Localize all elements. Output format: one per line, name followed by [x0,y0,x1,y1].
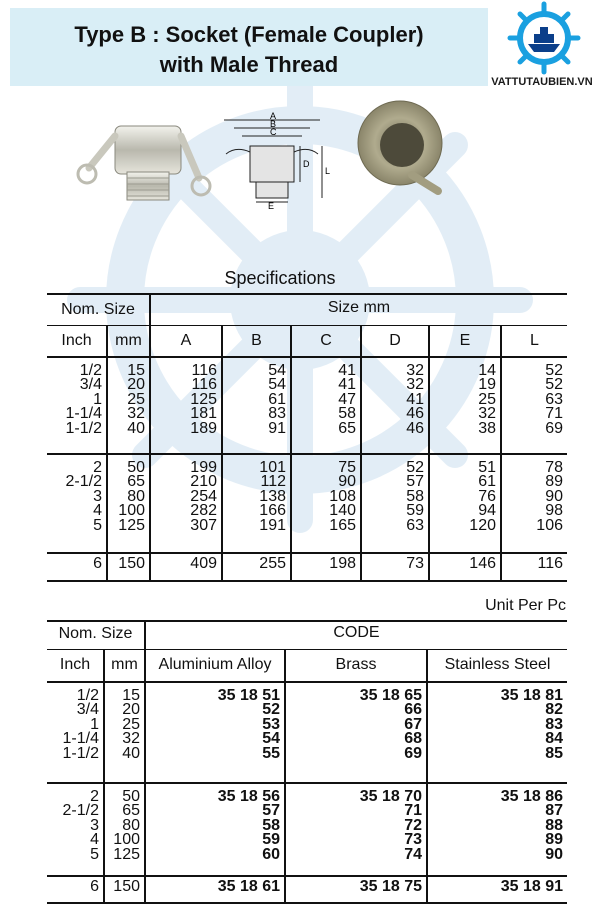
specs-value: 2 [93,459,102,476]
codes-value: 85 [545,744,563,762]
specs-value: 138 [259,487,286,505]
spec-header-a: A [150,325,222,356]
specs-cell-mm [107,552,150,580]
specs-cell-inch [47,356,107,453]
specs-value: 32 [127,405,145,423]
codes-cell-brass [285,875,427,902]
specs-value: 3 [93,487,102,505]
specs-value: 108 [329,487,356,505]
specs-value: 140 [329,502,356,520]
dimension-diagram [216,112,336,210]
specs-value: 14 [478,362,496,379]
specs-value: 75 [338,459,356,476]
specs-cell-mm [107,356,150,453]
codes-value: 82 [545,701,563,719]
specs-value: 1 [93,390,102,408]
specs-value: 120 [469,516,496,534]
specs-value: 54 [268,376,286,394]
codes-value: 88 [545,816,563,834]
specs-value: 1-1/4 [65,405,102,423]
specs-value: 166 [259,502,286,520]
spec-header-b: B [222,325,291,356]
codes-value: 3 [90,816,99,834]
codes-value: 89 [545,831,563,849]
codes-value: 74 [404,845,422,863]
specs-value: 46 [406,419,424,437]
codes-value: 1-1/4 [62,730,99,748]
specs-cell-inch [47,552,107,580]
specs-value: 47 [338,390,356,408]
codes-group-row [47,875,567,902]
specs-value: 19 [478,376,496,394]
specs-value: 4 [93,502,102,520]
specs-value: 25 [127,390,145,408]
specs-cell-inch [47,453,107,552]
code-header-aluminium: Aluminium Alloy [145,649,285,681]
specs-value: 69 [545,419,563,437]
codes-value: 1 [90,715,99,733]
dim-label-c: C [270,127,277,137]
specs-value: 73 [406,555,424,572]
unit-caption: Unit Per Pc [485,597,566,614]
specs-value: 191 [259,516,286,534]
codes-value: 57 [262,802,280,820]
coupler-photo-left [75,112,215,207]
specs-cell-b [222,552,291,580]
specs-cell-c [291,453,361,552]
codes-value: 15 [122,687,140,704]
specs-cell-d [361,552,429,580]
specs-value: 254 [190,487,217,505]
specs-value: 41 [338,376,356,394]
dim-label-d: D [303,159,310,169]
specs-value: 90 [545,487,563,505]
specs-value: 63 [545,390,563,408]
codes-cell-aluminium [145,782,285,875]
specs-value: 59 [406,502,424,520]
codes-value: 35 18 70 [359,788,422,805]
specs-value: 106 [536,516,563,534]
specs-cell-a [150,552,222,580]
specs-value: 90 [338,473,356,491]
specs-value: 32 [478,405,496,423]
spec-header-nom-size: Nom. Size [61,301,135,318]
codes-value: 25 [122,715,140,733]
spec-header-l: L [501,325,567,356]
specs-value: 46 [406,405,424,423]
specs-value: 57 [406,473,424,491]
dim-label-e: E [268,201,275,210]
code-header-mm: mm [104,649,145,681]
codes-value: 35 18 91 [500,878,563,895]
codes-value: 90 [545,845,563,863]
codes-cell-mm [104,875,145,902]
codes-cell-brass [285,782,427,875]
specs-value: 307 [190,516,217,534]
codes-cell-mm [104,782,145,875]
specs-cell-b [222,453,291,552]
specs-cell-a [150,356,222,453]
code-header-brass: Brass [285,649,427,681]
specs-value: 125 [118,516,145,534]
specs-value: 6 [93,555,102,572]
codes-value: 35 18 56 [217,788,280,805]
specs-cell-a [150,453,222,552]
codes-value: 80 [122,816,140,834]
codes-value: 125 [113,845,140,863]
specs-value: 32 [406,362,424,379]
codes-value: 2-1/2 [62,802,99,820]
spec-header-e: E [429,325,501,356]
specs-value: 78 [545,459,563,476]
codes-value: 52 [262,701,280,719]
specs-value: 15 [127,362,145,379]
specs-value: 409 [190,555,217,572]
code-header-code: CODE [145,622,567,649]
codes-cell-stainless [427,782,567,875]
specs-group-row [47,356,567,453]
specs-value: 282 [190,502,217,520]
specs-value: 100 [118,502,145,520]
specs-value: 3/4 [79,376,102,394]
specifications-table [47,295,567,580]
spec-header-inch: Inch [61,332,92,349]
specs-value: 58 [406,487,424,505]
codes-value: 71 [404,802,422,820]
specs-value: 198 [329,555,356,572]
specs-value: 71 [545,405,563,423]
codes-value: 35 18 81 [500,687,563,704]
codes-cell-brass [285,681,427,782]
specs-cell-l [501,356,567,453]
spec-header-mm: mm [107,325,150,356]
codes-value: 73 [404,831,422,849]
specs-value: 112 [260,473,286,491]
codes-value: 50 [122,788,140,805]
specs-value: 116 [537,555,563,572]
specs-value: 65 [338,419,356,437]
specs-value: 199 [190,459,217,476]
specs-value: 61 [478,473,496,491]
specs-value: 116 [191,376,217,394]
specs-value: 40 [127,419,145,437]
specs-cell-b [222,356,291,453]
specs-value: 54 [268,362,286,379]
coupler-photo-right [352,97,452,197]
specs-value: 41 [406,390,424,408]
specs-value: 1-1/2 [65,419,102,437]
specs-cell-mm [107,453,150,552]
code-header-nom-size: Nom. Size [58,625,133,642]
codes-value: 32 [122,730,140,748]
specs-value: 101 [259,459,286,476]
specs-value: 146 [469,555,496,572]
codes-value: 55 [262,744,280,762]
codes-value: 54 [262,730,280,748]
dim-label-l: L [325,166,331,176]
specs-value: 65 [127,473,145,491]
codes-group-row [47,681,567,782]
codes-value: 150 [113,878,140,895]
spec-header-size-mm: Size mm [150,295,567,325]
codes-value: 68 [404,730,422,748]
codes-cell-inch [47,875,104,902]
codes-value: 35 18 75 [359,878,422,895]
dim-label-b: B [270,119,277,129]
codes-value: 35 18 51 [217,687,280,704]
specs-value: 52 [545,362,563,379]
codes-value: 65 [122,802,140,820]
specs-cell-d [361,453,429,552]
specs-cell-l [501,552,567,580]
dim-label-a: A [270,112,277,121]
codes-value: 35 18 65 [359,687,422,704]
specs-value: 52 [406,459,424,476]
specs-value: 150 [118,555,145,572]
specs-cell-c [291,356,361,453]
specs-value: 20 [127,376,145,394]
specs-value: 5 [93,516,102,534]
specs-value: 210 [190,473,217,491]
specs-value: 32 [406,376,424,394]
specs-cell-d [361,356,429,453]
codes-value: 53 [262,715,280,733]
title-line-2: with Male Thread [159,52,339,77]
specs-value: 189 [190,419,217,437]
codes-cell-mm [104,681,145,782]
specifications-caption: Specifications [224,268,336,288]
codes-value: 87 [545,802,563,820]
codes-value: 1-1/2 [62,744,99,762]
specs-value: 50 [127,459,145,476]
specs-value: 80 [127,487,145,505]
specs-value: 1/2 [79,362,102,379]
specs-value: 76 [478,487,496,505]
spec-header-d: D [361,325,429,356]
codes-value: 84 [545,730,563,748]
specs-value: 181 [190,405,217,423]
specs-value: 25 [478,390,496,408]
codes-value: 72 [404,816,422,834]
codes-cell-stainless [427,875,567,902]
codes-group-row [47,782,567,875]
specs-cell-c [291,552,361,580]
codes-cell-aluminium [145,875,285,902]
specs-value: 94 [478,502,496,520]
specs-value: 52 [545,376,563,394]
code-header-stainless: Stainless Steel [427,649,567,681]
codes-value: 20 [122,701,140,719]
codes-value: 67 [404,715,422,733]
codes-cell-inch [47,681,104,782]
specs-value: 41 [338,362,356,379]
specs-value: 255 [259,555,286,572]
codes-value: 100 [113,831,140,849]
codes-value: 60 [262,845,280,863]
specs-value: 91 [268,419,286,437]
codes-value: 5 [90,845,99,863]
codes-cell-inch [47,782,104,875]
codes-value: 6 [90,878,99,895]
specs-value: 165 [329,516,356,534]
codes-value: 2 [90,788,99,805]
specs-cell-e [429,552,501,580]
specs-value: 2-1/2 [65,473,102,491]
specs-value: 63 [406,516,424,534]
codes-value: 59 [262,831,280,849]
specs-value: 116 [191,362,217,379]
specs-value: 98 [545,502,563,520]
codes-value: 4 [90,831,99,849]
codes-cell-stainless [427,681,567,782]
codes-value: 69 [404,744,422,762]
codes-value: 3/4 [76,701,99,719]
title-line-1: Type B : Socket (Female Coupler) [74,22,424,47]
spec-header-c: C [291,325,361,356]
code-table [47,622,567,902]
specs-value: 51 [478,459,496,476]
specs-value: 125 [190,390,217,408]
specs-group-row [47,453,567,552]
codes-value: 35 18 61 [217,878,280,895]
codes-value: 40 [122,744,140,762]
code-header-inch: Inch [59,656,91,673]
codes-value: 1/2 [76,687,99,704]
specs-group-row [47,552,567,580]
specs-cell-e [429,356,501,453]
codes-value: 58 [262,816,280,834]
codes-cell-aluminium [145,681,285,782]
specs-value: 58 [338,405,356,423]
specs-value: 61 [268,390,286,408]
specs-value: 83 [268,405,286,423]
specs-cell-l [501,453,567,552]
codes-value: 35 18 86 [500,788,563,805]
specs-value: 38 [478,419,496,437]
codes-value: 66 [404,701,422,719]
brand-logo-text: VATTUTAUBIEN.VN [491,76,593,88]
specs-cell-e [429,453,501,552]
title-box [10,8,488,86]
codes-value: 83 [545,715,563,733]
specs-value: 89 [545,473,563,491]
